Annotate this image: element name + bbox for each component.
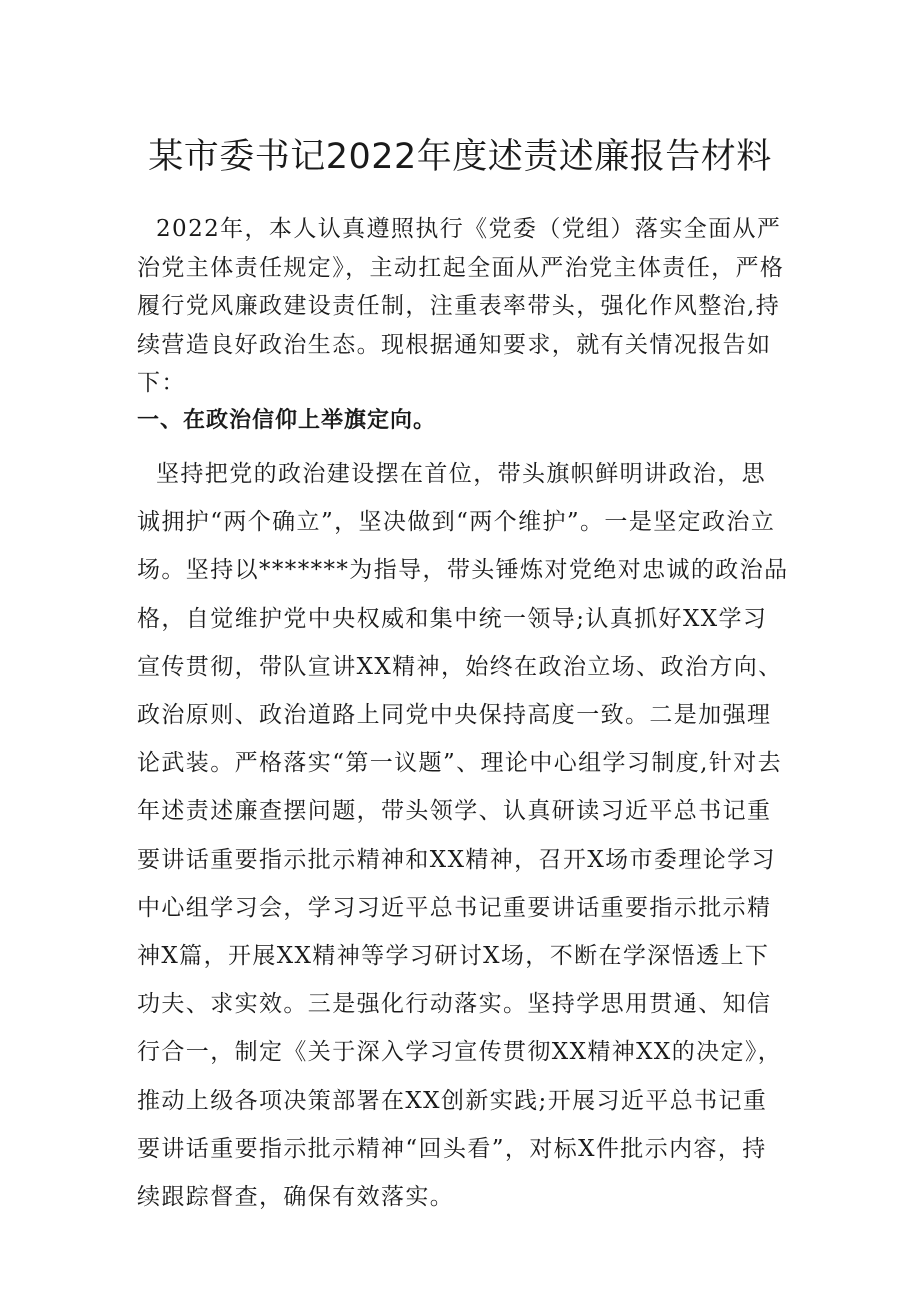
document-title: 某市委书记2022年度述责述廉报告材料 [148, 137, 772, 177]
intro-paragraph: 2022年，本人认真遵照执行《党委（党组）落实全面从严治党主体责任规定》，主动扛起全面从严治党主体责任，严格履行党风廉政建设责任制，注重表率带头，强化作风整治,持续营造良好政治生态。现根据通知要求，就有关情况报告如下： [137, 216, 785, 396]
section-heading: 一、在政治信仰上举旗定向。 [137, 408, 437, 433]
section-body-paragraph: 坚持把党的政治建设摆在首位，带头旗帜鲜明讲政治，思诚拥护“两个确立”，坚决做到“两个维护”。一是坚定政治立场。坚持以*******为指导，带头锤炼对党绝对忠诚的政治品格，自觉维护党中央权威和集中统一领导;认真抓好XX学习宣传贯彻，带队宣讲XX精神，始终在政治立场、政治方向、政治原则、政治道路上同党中央保持高度一致。二是加强理论武装。严格落实“第一议题”、理论中心组学习制度,针对去年述责述廉查摆问题，带头领学、认真研读习近平总书记重要讲话重要指示批示精神和XX精神，召开X场市委理论学习中心组学习会，学习习近平总书记重要讲话重要指示批示精神X篇，开展XX精神等学习研讨X场，不断在学深悟透上下功夫、求实效。三是强化行动落实。坚持学思用贯通、知信行合一，制定《关于深入学习宣传贯彻XX精神XX的决定》，推动上级各项决策部署在XX创新实践;开展习近平总书记重要讲话重要指示批示精神“回头看”，对标X件批示内容，持续跟踪督查，确保有效落实。 [137, 461, 789, 1211]
